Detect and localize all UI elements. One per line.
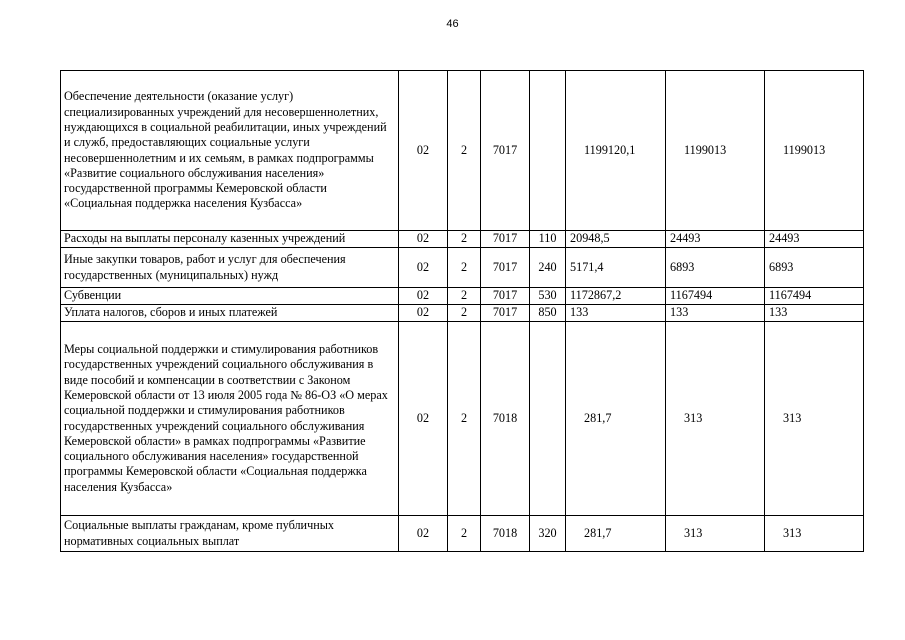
value-year-1: 133 xyxy=(566,305,666,322)
article-code: 7017 xyxy=(481,231,530,248)
table-row xyxy=(61,288,864,305)
table-row xyxy=(61,248,864,288)
value-year-2: 313 xyxy=(666,322,765,516)
section-code: 02 xyxy=(399,288,448,305)
row-name: Обеспечение деятельности (оказание услуг) специализированных учреждений для несовершеннолетних, нуждающихся в социальной реабилитации, иных учреждений и служб, предоставляющих социальные услуги несовершеннолетним и их семьям, в рамках подпрограммы «Развитие социального обслуживания населения» государственной программы Кемеровской области «Социальная поддержка населения Кузбасса» xyxy=(61,71,399,231)
article-code: 7017 xyxy=(481,71,530,231)
value-year-2: 1199013 xyxy=(666,71,765,231)
row-name: Иные закупки товаров, работ и услуг для обеспечения государственных (муниципальных) нужд xyxy=(61,248,399,288)
value-year-1: 1172867,2 xyxy=(566,288,666,305)
section-code: 02 xyxy=(399,322,448,516)
value-year-1: 1199120,1 xyxy=(566,71,666,231)
table-row xyxy=(61,305,864,322)
table-row xyxy=(61,71,864,231)
value-year-1: 5171,4 xyxy=(566,248,666,288)
row-name: Социальные выплаты гражданам, кроме публичных нормативных социальных выплат xyxy=(61,516,399,552)
value-year-2: 6893 xyxy=(666,248,765,288)
page-number: 46 xyxy=(446,18,459,30)
value-year-2: 24493 xyxy=(666,231,765,248)
expense-type-code: 850 xyxy=(530,305,566,322)
expense-type-code: 240 xyxy=(530,248,566,288)
row-name: Меры социальной поддержки и стимулирования работников государственных учреждений социального обслуживания в виде пособий и компенсации в соответствии с Законом Кемеровской области от 13 июля 2005 года № 86-ОЗ «О мерах социальной поддержки и стимулирования работников государственных учреждений социального обслуживания Кемеровской области» в рамках подпрограммы «Развитие социального обслуживания населения» государственной программы Кемеровской области «Социальная поддержка населения Кузбасса» xyxy=(61,322,399,516)
subsection-code: 2 xyxy=(448,248,481,288)
value-year-2: 1167494 xyxy=(666,288,765,305)
table-row xyxy=(61,322,864,516)
value-year-1: 281,7 xyxy=(566,322,666,516)
article-code: 7017 xyxy=(481,305,530,322)
expense-type-code xyxy=(530,71,566,231)
article-code: 7017 xyxy=(481,288,530,305)
expense-type-code: 530 xyxy=(530,288,566,305)
subsection-code: 2 xyxy=(448,322,481,516)
section-code: 02 xyxy=(399,305,448,322)
value-year-3: 313 xyxy=(765,322,864,516)
value-year-3: 6893 xyxy=(765,248,864,288)
value-year-1: 281,7 xyxy=(566,516,666,552)
subsection-code: 2 xyxy=(448,231,481,248)
article-code: 7017 xyxy=(481,248,530,288)
budget-table xyxy=(60,70,864,552)
value-year-3: 313 xyxy=(765,516,864,552)
table-row xyxy=(61,231,864,248)
subsection-code: 2 xyxy=(448,516,481,552)
article-code: 7018 xyxy=(481,516,530,552)
value-year-3: 24493 xyxy=(765,231,864,248)
value-year-3: 1199013 xyxy=(765,71,864,231)
section-code: 02 xyxy=(399,248,448,288)
section-code: 02 xyxy=(399,71,448,231)
expense-type-code xyxy=(530,322,566,516)
row-name: Субвенции xyxy=(61,288,399,305)
section-code: 02 xyxy=(399,231,448,248)
subsection-code: 2 xyxy=(448,71,481,231)
table-row xyxy=(61,516,864,552)
value-year-3: 133 xyxy=(765,305,864,322)
value-year-2: 313 xyxy=(666,516,765,552)
expense-type-code: 110 xyxy=(530,231,566,248)
section-code: 02 xyxy=(399,516,448,552)
value-year-3: 1167494 xyxy=(765,288,864,305)
subsection-code: 2 xyxy=(448,288,481,305)
subsection-code: 2 xyxy=(448,305,481,322)
expense-type-code: 320 xyxy=(530,516,566,552)
row-name: Расходы на выплаты персоналу казенных учреждений xyxy=(61,231,399,248)
value-year-1: 20948,5 xyxy=(566,231,666,248)
value-year-2: 133 xyxy=(666,305,765,322)
row-name: Уплата налогов, сборов и иных платежей xyxy=(61,305,399,322)
article-code: 7018 xyxy=(481,322,530,516)
